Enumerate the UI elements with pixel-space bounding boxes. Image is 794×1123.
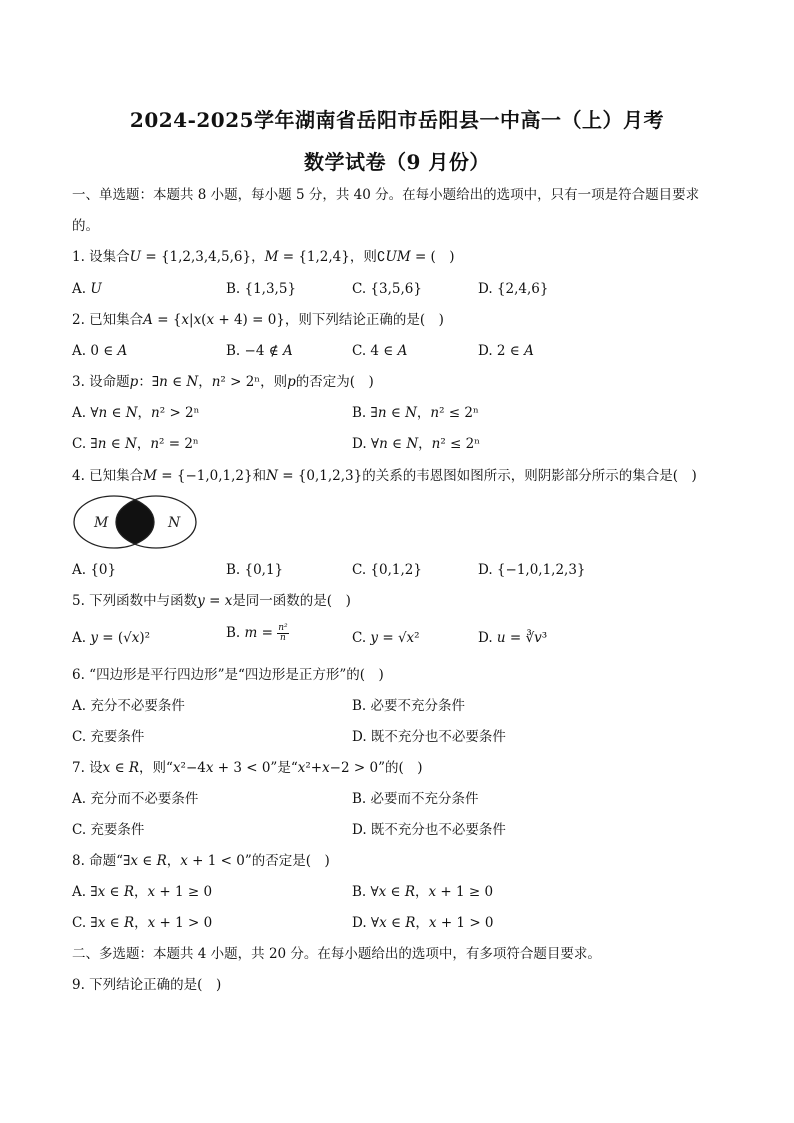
question-2-option-c: C. 4 ∈ 𝐴 <box>352 343 408 359</box>
question-4-option-b: B. {0,1} <box>226 562 284 578</box>
question-4-option-c: C. {0,1,2} <box>352 562 422 578</box>
section-1-heading-cont: 的。 <box>72 218 99 234</box>
question-6-option-b: B. 必要不充分条件 <box>352 698 466 714</box>
section-1-heading: 一、单选题：本题共 8 小题，每小题 5 分，共 40 分。在每小题给出的选项中，只有一项是符合题目要求 <box>72 187 700 203</box>
question-1-option-a: A. 𝑈 <box>72 281 102 297</box>
venn-label-n: N <box>168 515 181 531</box>
question-7-stem: 7. 设𝑥 ∈ 𝑅，则“𝑥²−4𝑥 + 3 < 0”是“𝑥²+𝑥−2 > 0”的( ) <box>72 760 423 776</box>
question-4-stem: 4. 已知集合𝑀 = {−1,0,1,2}和𝑁 = {0,1,2,3}的关系的韦恩图如图所示，则阴影部分所示的集合是( ) <box>72 468 697 484</box>
page-title: 2024-2025学年湖南省岳阳市岳阳县一中高一（上）月考 <box>129 108 665 132</box>
page-subtitle: 数学试卷（9 月份） <box>304 150 490 174</box>
question-1-stem: 1. 设集合𝑈 = {1,2,3,4,5,6}，𝑀 = {1,2,4}，则∁𝑈𝑀 = ( ) <box>72 249 455 265</box>
question-3-option-b: B. ∃𝑛 ∈ 𝑁，𝑛² ≤ 2ⁿ <box>352 405 479 421</box>
question-2-option-d: D. 2 ∈ 𝐴 <box>478 343 534 359</box>
question-7-option-a: A. 充分而不必要条件 <box>72 791 199 807</box>
question-6-option-d: D. 既不充分也不必要条件 <box>352 729 506 745</box>
question-8-option-a: A. ∃𝑥 ∈ 𝑅，𝑥 + 1 ≥ 0 <box>72 884 213 900</box>
question-5-option-b-label: B. 𝑚 = <box>226 625 278 641</box>
question-3-option-d: D. ∀𝑛 ∈ 𝑁，𝑛² ≤ 2ⁿ <box>352 436 481 452</box>
question-3-option-c: C. ∃𝑛 ∈ 𝑁，𝑛² = 2ⁿ <box>72 436 199 452</box>
venn-label-m: M <box>94 515 109 531</box>
question-8-option-c: C. ∃𝑥 ∈ 𝑅，𝑥 + 1 > 0 <box>72 915 213 931</box>
question-8-option-d: D. ∀𝑥 ∈ 𝑅，𝑥 + 1 > 0 <box>352 915 494 931</box>
question-8-option-b: B. ∀𝑥 ∈ 𝑅，𝑥 + 1 ≥ 0 <box>352 884 494 900</box>
question-2-option-a: A. 0 ∈ 𝐴 <box>72 343 128 359</box>
question-5-option-d: D. 𝑢 = ∛𝑣³ <box>478 630 548 646</box>
question-1-option-d: D. {2,4,6} <box>478 281 549 297</box>
question-2-option-b: B. −4 ∉ 𝐴 <box>226 343 293 359</box>
question-7-option-c: C. 充要条件 <box>72 822 145 838</box>
question-6-option-a: A. 充分不必要条件 <box>72 698 185 714</box>
question-4-option-d: D. {−1,0,1,2,3} <box>478 562 586 578</box>
question-1-option-b: B. {1,3,5} <box>226 281 297 297</box>
question-3-stem: 3. 设命题𝑝：∃𝑛 ∈ 𝑁，𝑛² > 2ⁿ，则𝑝的否定为( ) <box>72 374 374 390</box>
question-5-stem: 5. 下列函数中与函数𝑦 = 𝑥是同一函数的是( ) <box>72 593 351 609</box>
fraction-denominator: n <box>280 633 286 643</box>
question-2-stem: 2. 已知集合𝐴 = {𝑥|𝑥(𝑥 + 4) = 0}，则下列结论正确的是( ) <box>72 312 444 328</box>
question-6-stem: 6. “四边形是平行四边形”是“四边形是正方形”的( ) <box>72 667 384 683</box>
question-4-option-a: A. {0} <box>72 562 117 578</box>
question-3-option-a: A. ∀𝑛 ∈ 𝑁，𝑛² > 2ⁿ <box>72 405 200 421</box>
question-5-option-a: A. 𝑦 = (√𝑥)² <box>72 630 151 646</box>
question-7-option-b: B. 必要而不充分条件 <box>352 791 479 807</box>
question-7-option-d: D. 既不充分也不必要条件 <box>352 822 506 838</box>
venn-diagram <box>72 494 198 550</box>
question-9-stem: 9. 下列结论正确的是( ) <box>72 977 222 993</box>
question-1-option-c: C. {3,5,6} <box>352 281 422 297</box>
question-8-stem: 8. 命题“∃𝑥 ∈ 𝑅，𝑥 + 1 < 0”的否定是( ) <box>72 853 330 869</box>
question-6-option-c: C. 充要条件 <box>72 729 145 745</box>
fraction <box>277 624 288 643</box>
question-5-option-b <box>226 624 289 643</box>
section-2-heading: 二、多选题：本题共 4 小题，共 20 分。在每小题给出的选项中，有多项符合题目要求。 <box>72 946 601 962</box>
question-5-option-c: C. 𝑦 = √𝑥² <box>352 630 420 646</box>
fraction-numerator: n² <box>278 623 288 633</box>
